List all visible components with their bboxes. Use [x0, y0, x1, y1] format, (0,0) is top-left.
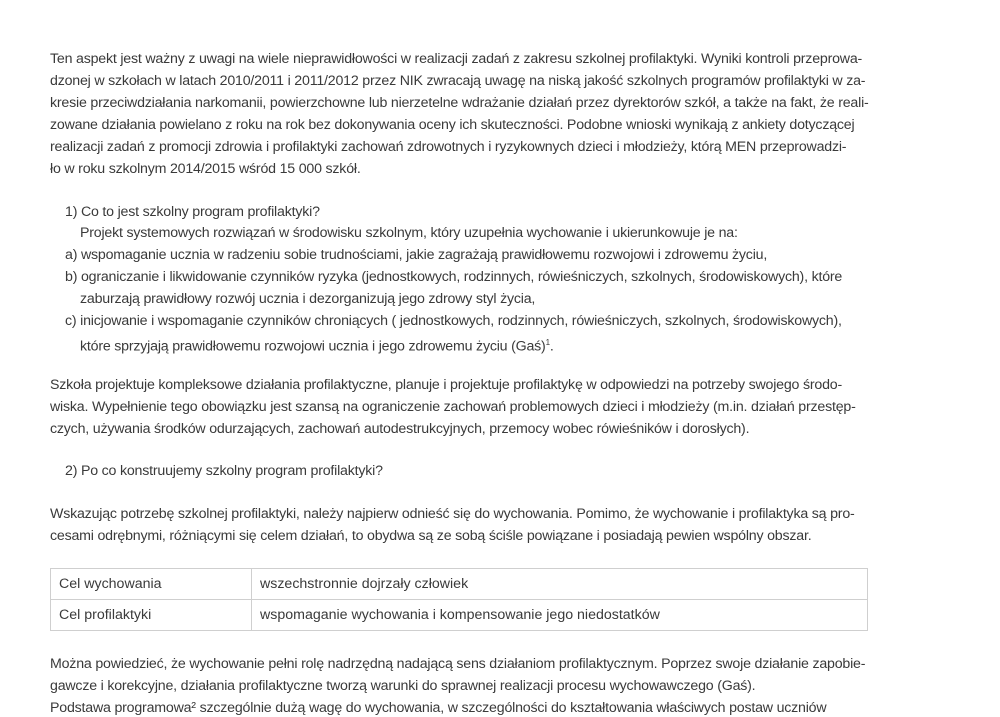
table-cell: wszechstronnie dojrzały człowiek [252, 569, 868, 600]
paragraph-1-line: dzonej w szkołach w latach 2010/2011 i 2011/2012 przez NIK zwracają uwagę na niską jakość szkolnych programów profilaktyki w za- [50, 73, 866, 89]
list-item-c-continuation [80, 334, 554, 356]
paragraph-2-line: czych, używania środków odurzających, zachowań autodestrukcyjnych, przemocy wobec rówieśników i dorosłych). [50, 421, 750, 437]
question-1-heading: 1) Co to jest szkolny program profilaktyki? [65, 204, 320, 220]
goals-table [50, 568, 868, 631]
paragraph-1-line: Ten aspekt jest ważny z uwagi na wiele nieprawidłowości w realizacji zadań z zakresu szkolnej profilaktyki. Wyniki kontroli przeprowa- [50, 51, 863, 67]
table-row [51, 600, 868, 631]
question-2-heading: 2) Po co konstruujemy szkolny program profilaktyki? [65, 463, 383, 479]
list-item-c-end: . [549, 338, 554, 355]
paragraph-2-line: Szkoła projektuje kompleksowe działania profilaktyczne, planuje i projektuje profilaktykę w odpowiedzi na potrzeby swojego środo- [50, 377, 842, 393]
footnote-marker: 1 [545, 338, 550, 347]
list-item-b-continuation: zaburzają prawidłowy rozwój ucznia i dezorganizują jego zdrowy styl życia, [80, 291, 536, 307]
definition-text: Projekt systemowych rozwiązań w środowisku szkolnym, który uzupełnia wychowanie i ukierunkowuje je na: [80, 225, 738, 241]
list-item-c: c) inicjowanie i wspomaganie czynników chroniących ( jednostkowych, rodzinnych, rówieśniczych, szkolnych, środowiskowych), [65, 313, 842, 329]
paragraph-1-line: kresie przeciwdziałania narkomanii, powierzchowne lub nierzetelne wdrażanie działań przez dyrektorów szkół, a także na fakt, że reali- [50, 95, 869, 111]
paragraph-4-line: Można powiedzieć, że wychowanie pełni rolę nadrzędną nadającą sens działaniom profilaktycznym. Poprzez swoje działanie zapobie- [50, 656, 866, 672]
paragraph-1-line: zowane działania powielano z roku na rok bez dokonywania oceny ich skuteczności. Podobne wnioski wynikają z ankiety dotyczącej [50, 117, 855, 133]
table-cell: wspomaganie wychowania i kompensowanie jego niedostatków [252, 600, 868, 631]
paragraph-2-line: wiska. Wypełnienie tego obowiązku jest szansą na ograniczenie zachowań problemowych dzieci i młodzieży (m.in. działań przestęp- [50, 399, 856, 415]
list-item-a: a) wspomaganie ucznia w radzeniu sobie trudnościami, jakie zagrażają prawidłowemu rozwojowi i zdrowemu życiu, [65, 247, 768, 263]
paragraph-1-line: realizacji zadań z promocji zdrowia i profilaktyki zachowań zdrowotnych i ryzykownych dzieci i młodzieży, którą MEN przeprowadzi- [50, 139, 847, 155]
paragraph-3-line: cesami odrębnymi, różniącymi się celem działań, to obydwa są ze sobą ściśle powiązane i posiadają pewien wspólny obszar. [50, 528, 812, 544]
paragraph-1-line: ło w roku szkolnym 2014/2015 wśród 15 000 szkół. [50, 161, 361, 177]
list-item-b: b) ograniczanie i likwidowanie czynników ryzyka (jednostkowych, rodzinnych, rówieśniczych, szkolnych, środowiskowych), które [65, 269, 843, 285]
paragraph-4-line: Podstawa programowa² szczególnie dużą wagę do wychowania, w szczególności do kształtowania właściwych postaw uczniów [50, 700, 827, 716]
paragraph-4-line: gawcze i korekcyjne, działania profilaktyczne tworzą warunki do sprawnej realizacji procesu wychowawczego (Gaś). [50, 678, 756, 694]
table-cell: Cel wychowania [51, 569, 252, 600]
paragraph-3-line: Wskazując potrzebę szkolnej profilaktyki, należy najpierw odnieść się do wychowania. Pomimo, że wychowanie i profilaktyka są pro- [50, 506, 855, 522]
table-row [51, 569, 868, 600]
table-cell: Cel profilaktyki [51, 600, 252, 631]
list-item-c-text: które sprzyjają prawidłowemu rozwojowi ucznia i jego zdrowemu życiu (Gaś) [80, 338, 546, 355]
